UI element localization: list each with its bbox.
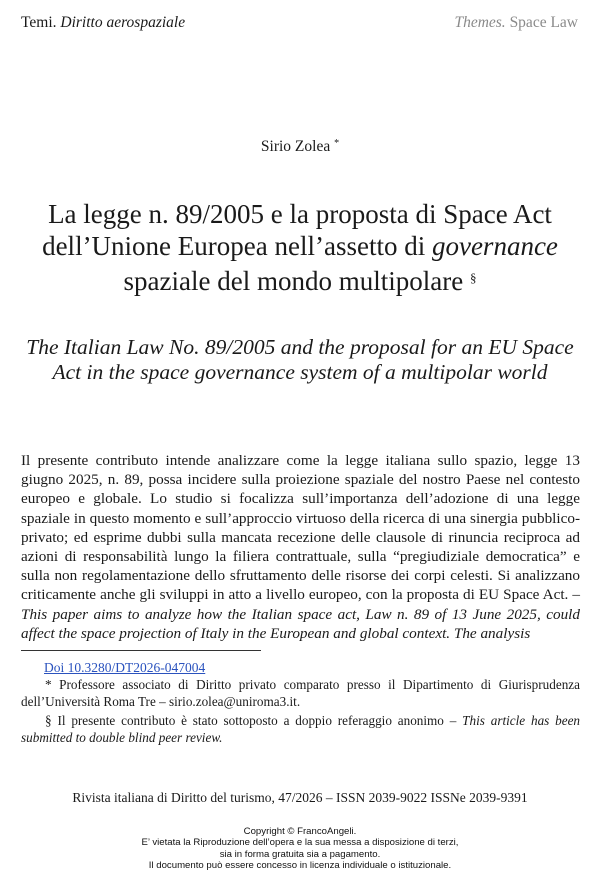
copyright-line-1: Copyright © FrancoAngeli. [243, 826, 357, 837]
footnote-2-english: This article has been submitted to double blind peer review. [21, 713, 581, 745]
footnote-1-mark: * [45, 677, 52, 692]
running-header-left [21, 14, 185, 32]
journal-citation: Rivista italiana di Diritto del turismo, 47/2026 – ISSN 2039-9022 ISSNe 2039-9391 [72, 790, 528, 805]
author-name: Sirio Zolea [260, 138, 331, 155]
footnote-2-separator: – [443, 713, 463, 728]
author-line [0, 138, 600, 156]
abstract [21, 451, 580, 643]
article-title [30, 198, 570, 297]
copyright-line-2: E’ vietata la Riproduzione dell’opera e la sua messa a disposizione di terzi, [141, 837, 459, 849]
footnote-2-mark: § [45, 713, 52, 728]
header-right-prefix: Themes. [454, 14, 506, 31]
author-footnote-mark: * [334, 138, 340, 149]
doi-link[interactable]: Doi 10.3280/DT2026-047004 [44, 660, 206, 675]
title-italic-word: governance [431, 231, 558, 261]
copyright-line-3: sia in forma gratuita sia a pagamento. [219, 848, 381, 860]
abstract-italian: Il presente contributo intende analizzare come la legge italiana sullo spazio, legge 13 giugno 2025, n. 89, possa incidere sulla proiezione spaziale del nostro Paese nel contesto europeo e globale. Lo studio si focalizza sull’importanza dell’adozione di una legge spaziale in questo momento e sull’approccio virtuoso della ricerca di una sinergia pubblico-privato; ed esprime dubbi sulla mancata recezione delle clausole di rinuncia reciproca ad azioni di responsabilità lungo la filiera contrattuale, sulla “pregiudiziale democratica” e sulla non regolamentazione dello sfruttamento delle risorse dei corpi celesti. Si analizzano criticamente anche gli sviluppi in atto a livello europeo, con la proposta di EU Space Act. [21, 452, 580, 604]
running-header-right [454, 14, 578, 32]
title-part1: La legge n. 89/2005 e la proposta di Space Act dell’Unione Europea nell’assetto di [42, 199, 552, 261]
title-footnote-mark: § [469, 270, 477, 285]
copyright-notice [0, 826, 600, 871]
abstract-english: This paper aims to analyze how the Italian space act, Law n. 89 of 13 June 2025, could affect the space projection of Italy in the European and global context. The analysis [21, 605, 580, 642]
english-title: The Italian Law No. 89/2005 and the proposal for an EU Space Act in the space governance system of a multipolar world [26, 335, 574, 384]
header-right-section: Space Law [509, 14, 578, 31]
header-left-section: Diritto aerospaziale [60, 14, 186, 31]
copyright-line-4: Il documento può essere concesso in licenza individuale o istituzionale. [148, 859, 452, 871]
title-part2: spaziale del mondo multipolare [123, 266, 464, 296]
header-left-prefix: Temi. [21, 14, 57, 31]
footnote-author-affiliation [21, 677, 580, 710]
footnote-divider [21, 650, 261, 651]
abstract-separator: – [568, 586, 580, 604]
footnote-2-text: Il presente contributo è stato sottoposto a doppio referaggio anonimo [57, 713, 444, 728]
footnote-peer-review [21, 713, 580, 746]
footnote-1-text: Professore associato di Diritto privato comparato presso il Dipartimento di Giurisprudenza dell’Università Roma Tre – sirio.zolea@uniroma3.it. [21, 677, 580, 709]
